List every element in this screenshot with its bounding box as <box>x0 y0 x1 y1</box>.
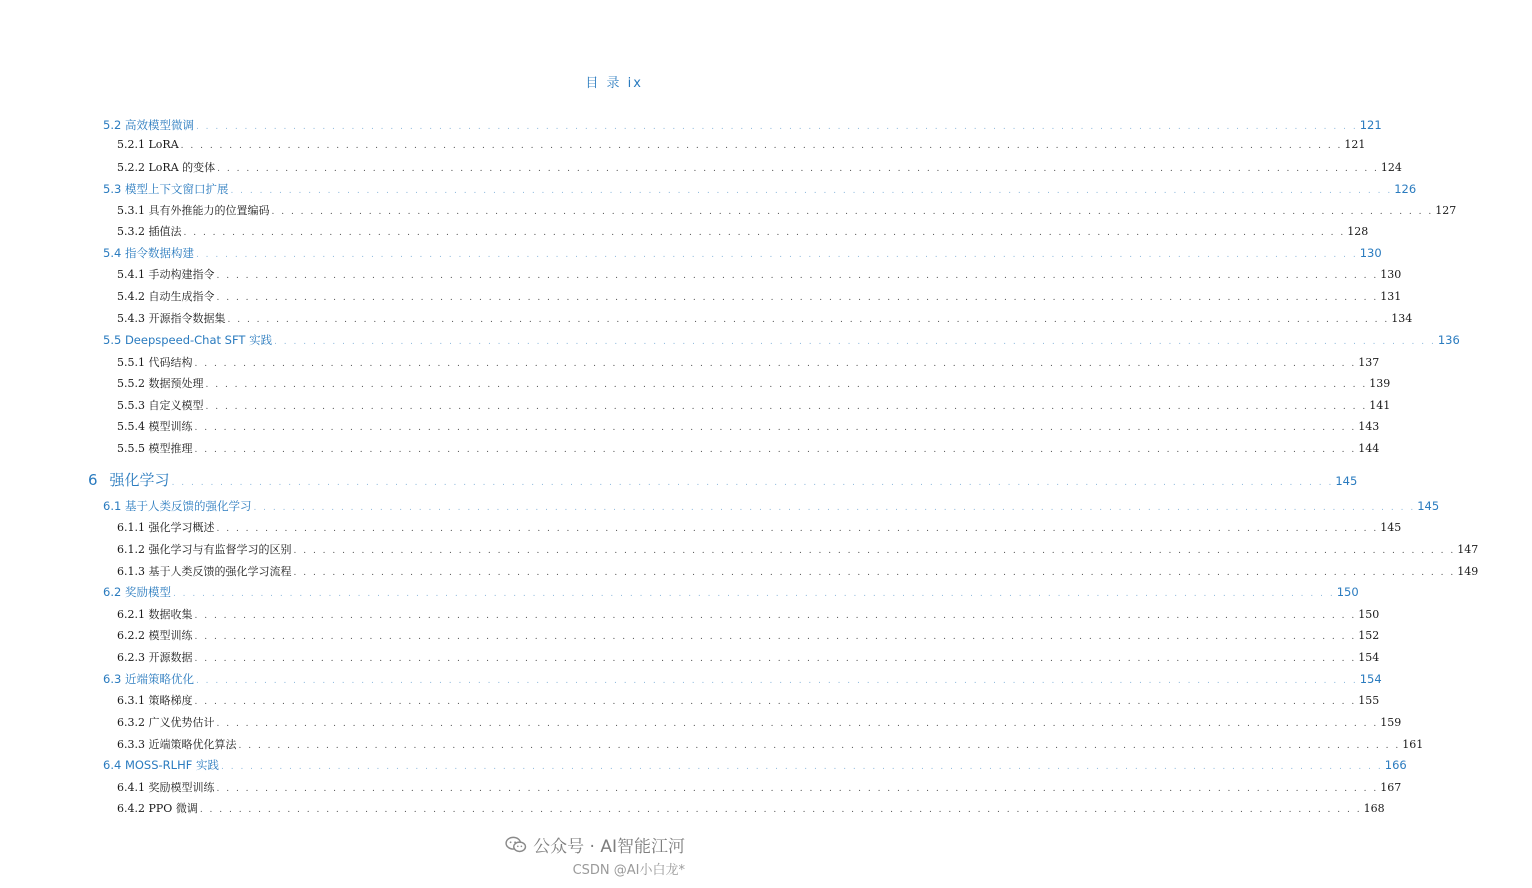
toc-entry-5-3-1[interactable] <box>0 202 1457 222</box>
toc-entry-title <box>0 440 193 456</box>
toc-entry-title <box>0 354 193 370</box>
toc-entry-text: 近端策略优化算法 <box>148 738 237 751</box>
toc-entry-number: 6.1.2 <box>117 543 145 556</box>
toc-entry-6-2-2[interactable] <box>0 627 1380 647</box>
toc-entry-number: 6 <box>88 471 98 489</box>
toc-entry-number: 6.2 <box>103 585 122 599</box>
toc-entry-title <box>0 288 215 304</box>
toc-entry-number: 5.4.3 <box>117 312 145 325</box>
toc-entry-title <box>0 692 193 708</box>
toc-entry-number: 6.3.3 <box>117 738 145 751</box>
toc-entry-6-2-3[interactable] <box>0 649 1380 669</box>
toc-entry-number: 6.2.1 <box>117 608 145 621</box>
toc-entry-number: 6.1 <box>103 499 122 513</box>
toc-entry-text: 模型训练 <box>148 420 193 433</box>
toc-page-number: 139 <box>1369 377 1391 390</box>
toc-entry-text: 高效模型微调 <box>124 118 194 132</box>
toc-leader-dots: . . . . . . . . . . . . . . . . . . . . . . . . . . . . . . . . . . . . . . . . . . . . . . . . . . . . . . . . . . . . . . . . . . . . . . . . . . . . . . . . . . . . . . . . . . . . . . . . . . . . . . . . . . . . . . . . . . . . . . . . <box>194 611 1357 621</box>
toc-page-number: 150 <box>1358 608 1380 621</box>
toc-leader-dots: . . . . . . . . . . . . . . . . . . . . . . . . . . . . . . . . . . . . . . . . . . . . . . . . . . . . . . . . . . . . . . . . . . . . . . . . . . . . . . . . . . . . . . . . . . . . . . . . . . . . . . . . . . . . . . . . . . . . . . . . <box>183 228 1346 238</box>
toc-leader-dots: . . . . . . . . . . . . . . . . . . . . . . . . . . . . . . . . . . . . . . . . . . . . . . . . . . . . . . . . . . . . . . . . . . . . . . . . . . . . . . . . . . . . . . . . . . . . . . . . . . . . . . . . . . . . . . . . . . . . . . . . <box>293 546 1456 556</box>
toc-entry-title <box>0 181 228 197</box>
wechat-icon <box>505 836 527 854</box>
toc-entry-5-5-4[interactable] <box>0 418 1380 438</box>
toc-page-number: 128 <box>1347 225 1369 238</box>
toc-entry-title <box>0 627 193 643</box>
toc-entry-text: 强化学习概述 <box>148 521 215 534</box>
toc-page-number: 137 <box>1358 356 1380 369</box>
toc-entry-number: 6.4 <box>103 758 122 772</box>
toc-entry-text: 自定义模型 <box>148 399 204 412</box>
toc-entry-number: 5.5.4 <box>117 420 145 433</box>
toc-entry-text: LoRA 的变体 <box>148 161 216 174</box>
toc-entry-5-5[interactable] <box>0 332 1460 352</box>
toc-entry-6-2[interactable] <box>0 584 1359 604</box>
toc-page-number: 131 <box>1380 290 1402 303</box>
toc-page-number: 167 <box>1380 781 1402 794</box>
toc-entry-text: 开源指令数据集 <box>148 312 226 325</box>
toc-entry-number: 5.5 <box>103 333 122 347</box>
toc-page-number: 159 <box>1380 716 1402 729</box>
toc-leader-dots: . . . . . . . . . . . . . . . . . . . . . . . . . . . . . . . . . . . . . . . . . . . . . . . . . . . . . . . . . . . . . . . . . . . . . . . . . . . . . . . . . . . . . . . . . . . . . . . . . . . . . . . . . . . . . . . . . . . . . . . . <box>216 784 1379 794</box>
toc-entry-number: 5.4 <box>103 246 122 260</box>
toc-entry-text: 数据收集 <box>148 608 193 621</box>
toc-entry-title <box>0 584 171 600</box>
toc-entry-6-4-1[interactable] <box>0 779 1402 799</box>
toc-entry-text: Deepspeed-Chat SFT 实践 <box>124 333 273 347</box>
toc-entry-number: 5.2.2 <box>117 161 145 174</box>
toc-entry-number: 5.3 <box>103 182 122 196</box>
toc-entry-title <box>0 418 193 434</box>
toc-entry-6-3-2[interactable] <box>0 714 1402 734</box>
toc-page-number: 154 <box>1359 672 1382 686</box>
toc-entry-text: 指令数据构建 <box>124 246 194 260</box>
toc-leader-dots: . . . . . . . . . . . . . . . . . . . . . . . . . . . . . . . . . . . . . . . . . . . . . . . . . . . . . . . . . . . . . . . . . . . . . . . . . . . . . . . . . . . . . . . . . . . . . . . . . . . . . . . . . . . . . . . . . . . . . . . . <box>171 478 1334 488</box>
toc-entry-title <box>0 469 170 490</box>
toc-page-number: 144 <box>1358 442 1380 455</box>
toc-entry-number: 5.3.1 <box>117 204 145 217</box>
toc-leader-dots: . . . . . . . . . . . . . . . . . . . . . . . . . . . . . . . . . . . . . . . . . . . . . . . . . . . . . . . . . . . . . . . . . . . . . . . . . . . . . . . . . . . . . . . . . . . . . . . . . . . . . . . . . . . . . . . . . . . . . . . . <box>180 141 1343 151</box>
toc-entry-number: 5.5.5 <box>117 442 145 455</box>
toc-entry-5-2-1[interactable] <box>0 138 1366 158</box>
toc-leader-dots: . . . . . . . . . . . . . . . . . . . . . . . . . . . . . . . . . . . . . . . . . . . . . . . . . . . . . . . . . . . . . . . . . . . . . . . . . . . . . . . . . . . . . . . . . . . . . . . . . . . . . . . . . . . . . . . . . . . . . . . . <box>205 380 1368 390</box>
toc-entry-text: 模型推理 <box>148 442 193 455</box>
toc-entry-6-3[interactable] <box>0 671 1382 691</box>
toc-entry-number: 5.5.3 <box>117 399 145 412</box>
toc-leader-dots: . . . . . . . . . . . . . . . . . . . . . . . . . . . . . . . . . . . . . . . . . . . . . . . . . . . . . . . . . . . . . . . . . . . . . . . . . . . . . . . . . . . . . . . . . . . . . . . . . . . . . . . . . . . . . . . . . . . . . . . . <box>274 337 1436 347</box>
toc-page-number: 141 <box>1369 399 1391 412</box>
toc-page-number: 168 <box>1363 802 1385 815</box>
toc-page-number: 124 <box>1380 161 1402 174</box>
toc-page-number: 121 <box>1344 138 1366 151</box>
toc-entry-6-4[interactable] <box>0 757 1407 777</box>
toc-entry-title <box>0 800 198 816</box>
toc-entry-number: 5.5.2 <box>117 377 145 390</box>
toc-entry-title <box>0 757 219 773</box>
toc-entry-number: 6.2.3 <box>117 651 145 664</box>
toc-entry-title <box>0 245 194 261</box>
toc-entry-6-3-3[interactable] <box>0 736 1424 756</box>
toc-entry-number: 6.4.1 <box>117 781 145 794</box>
toc-entry-5-4-2[interactable] <box>0 288 1402 308</box>
toc-entry-title <box>0 736 237 752</box>
toc-page-number: 149 <box>1457 565 1479 578</box>
toc-leader-dots: . . . . . . . . . . . . . . . . . . . . . . . . . . . . . . . . . . . . . . . . . . . . . . . . . . . . . . . . . . . . . . . . . . . . . . . . . . . . . . . . . . . . . . . . . . . . . . . . . . . . . . . . . . . . . . . . . . . . . . . . <box>216 719 1379 729</box>
toc-entry-title <box>0 397 204 413</box>
toc-entry-number: 5.4.1 <box>117 268 145 281</box>
toc-entry-number: 5.2 <box>103 118 122 132</box>
toc-entry-title <box>0 332 272 348</box>
toc-leader-dots: . . . . . . . . . . . . . . . . . . . . . . . . . . . . . . . . . . . . . . . . . . . . . . . . . . . . . . . . . . . . . . . . . . . . . . . . . . . . . . . . . . . . . . . . . . . . . . . . . . . . . . . . . . . . . . . . . . . . . . . . <box>194 445 1357 455</box>
toc-leader-dots: . . . . . . . . . . . . . . . . . . . . . . . . . . . . . . . . . . . . . . . . . . . . . . . . . . . . . . . . . . . . . . . . . . . . . . . . . . . . . . . . . . . . . . . . . . . . . . . . . . . . . . . . . . . . . . . . . . . . . . . . <box>194 423 1357 433</box>
toc-entry-6-2-1[interactable] <box>0 606 1380 626</box>
toc-entry-title <box>0 266 215 282</box>
toc-entry-text: 基于人类反馈的强化学习 <box>124 499 252 513</box>
toc-leader-dots: . . . . . . . . . . . . . . . . . . . . . . . . . . . . . . . . . . . . . . . . . . . . . . . . . . . . . . . . . . . . . . . . . . . . . . . . . . . . . . . . . . . . . . . . . . . . . . . . . . . . . . . . . . . . . . . . . . . . . . . . <box>194 697 1357 707</box>
toc-entry-number: 6.3.1 <box>117 694 145 707</box>
toc-leader-dots: . . . . . . . . . . . . . . . . . . . . . . . . . . . . . . . . . . . . . . . . . . . . . . . . . . . . . . . . . . . . . . . . . . . . . . . . . . . . . . . . . . . . . . . . . . . . . . . . . . . . . . . . . . . . . . . . . . . . . . . . <box>195 676 1358 686</box>
toc-leader-dots: . . . . . . . . . . . . . . . . . . . . . . . . . . . . . . . . . . . . . . . . . . . . . . . . . . . . . . . . . . . . . . . . . . . . . . . . . . . . . . . . . . . . . . . . . . . . . . . . . . . . . . . . . . . . . . . . . . . . . . . . <box>216 293 1379 303</box>
toc-leader-dots: . . . . . . . . . . . . . . . . . . . . . . . . . . . . . . . . . . . . . . . . . . . . . . . . . . . . . . . . . . . . . . . . . . . . . . . . . . . . . . . . . . . . . . . . . . . . . . . . . . . . . . . . . . . . . . . . . . . . . . . . <box>221 762 1383 772</box>
toc-page-number: 130 <box>1359 246 1382 260</box>
toc-entry-5-4-1[interactable] <box>0 266 1402 286</box>
toc-entry-text: 奖励模型训练 <box>148 781 215 794</box>
toc-entry-number: 6.2.2 <box>117 629 145 642</box>
toc-entry-5-2[interactable] <box>0 117 1382 137</box>
toc-page-number: 121 <box>1359 118 1382 132</box>
toc-entry-6-1-3[interactable] <box>0 563 1479 583</box>
toc-entry-5-3-2[interactable] <box>0 223 1369 243</box>
toc-page-number: 145 <box>1335 474 1358 488</box>
toc-entry-text: 手动构建指令 <box>148 268 215 281</box>
toc-leader-dots: . . . . . . . . . . . . . . . . . . . . . . . . . . . . . . . . . . . . . . . . . . . . . . . . . . . . . . . . . . . . . . . . . . . . . . . . . . . . . . . . . . . . . . . . . . . . . . . . . . . . . . . . . . . . . . . . . . . . . . . . <box>199 805 1362 815</box>
toc-entry-text: 模型训练 <box>148 629 193 642</box>
toc-page-number: 130 <box>1380 268 1402 281</box>
watermark-line1: 公众号 · AI智能江河 <box>533 837 685 857</box>
toc-entry-text: 开源数据 <box>148 651 193 664</box>
toc-entry-6-4-2[interactable] <box>0 800 1385 820</box>
toc-leader-dots: . . . . . . . . . . . . . . . . . . . . . . . . . . . . . . . . . . . . . . . . . . . . . . . . . . . . . . . . . . . . . . . . . . . . . . . . . . . . . . . . . . . . . . . . . . . . . . . . . . . . . . . . . . . . . . . . . . . . . . . . <box>227 315 1390 325</box>
toc-leader-dots: . . . . . . . . . . . . . . . . . . . . . . . . . . . . . . . . . . . . . . . . . . . . . . . . . . . . . . . . . . . . . . . . . . . . . . . . . . . . . . . . . . . . . . . . . . . . . . . . . . . . . . . . . . . . . . . . . . . . . . . . <box>194 359 1357 369</box>
toc-leader-dots: . . . . . . . . . . . . . . . . . . . . . . . . . . . . . . . . . . . . . . . . . . . . . . . . . . . . . . . . . . . . . . . . . . . . . . . . . . . . . . . . . . . . . . . . . . . . . . . . . . . . . . . . . . . . . . . . . . . . . . . . <box>238 741 1401 751</box>
toc-entry-title <box>0 779 215 795</box>
toc-entry-5-2-2[interactable] <box>0 159 1402 179</box>
toc-entry-number: 5.2.1 <box>117 138 145 151</box>
toc-page-number: 147 <box>1457 543 1479 556</box>
toc-leader-dots: . . . . . . . . . . . . . . . . . . . . . . . . . . . . . . . . . . . . . . . . . . . . . . . . . . . . . . . . . . . . . . . . . . . . . . . . . . . . . . . . . . . . . . . . . . . . . . . . . . . . . . . . . . . . . . . . . . . . . . . . <box>253 503 1416 513</box>
toc-entry-number: 5.3.2 <box>117 225 145 238</box>
toc-entry-6-1-2[interactable] <box>0 541 1479 561</box>
toc-entry-title <box>0 202 270 218</box>
toc-entry-title <box>0 519 215 535</box>
toc-entry-number: 6.1.1 <box>117 521 145 534</box>
toc-entry-6-1-1[interactable] <box>0 519 1402 539</box>
toc-entry-text: 强化学习 <box>109 471 170 489</box>
watermark <box>505 832 685 878</box>
toc-entry-text: 自动生成指令 <box>148 290 215 303</box>
toc-leader-dots: . . . . . . . . . . . . . . . . . . . . . . . . . . . . . . . . . . . . . . . . . . . . . . . . . . . . . . . . . . . . . . . . . . . . . . . . . . . . . . . . . . . . . . . . . . . . . . . . . . . . . . . . . . . . . . . . . . . . . . . . <box>217 164 1379 174</box>
toc-leader-dots: . . . . . . . . . . . . . . . . . . . . . . . . . . . . . . . . . . . . . . . . . . . . . . . . . . . . . . . . . . . . . . . . . . . . . . . . . . . . . . . . . . . . . . . . . . . . . . . . . . . . . . . . . . . . . . . . . . . . . . . . <box>230 186 1393 196</box>
toc-entry-title <box>0 310 226 326</box>
toc-entry-6-3-1[interactable] <box>0 692 1380 712</box>
toc-entry-5-4-3[interactable] <box>0 310 1413 330</box>
toc-page-number: 127 <box>1435 204 1457 217</box>
toc-leader-dots: . . . . . . . . . . . . . . . . . . . . . . . . . . . . . . . . . . . . . . . . . . . . . . . . . . . . . . . . . . . . . . . . . . . . . . . . . . . . . . . . . . . . . . . . . . . . . . . . . . . . . . . . . . . . . . . . . . . . . . . . <box>205 402 1368 412</box>
toc-page-number: 161 <box>1402 738 1424 751</box>
toc-entry-title <box>0 117 194 133</box>
toc-entry-6[interactable] <box>0 469 1358 495</box>
toc-entry-text: 数据预处理 <box>148 377 204 390</box>
toc-entry-text: 广义优势估计 <box>148 716 215 729</box>
toc-entry-title <box>0 498 251 514</box>
toc-entry-title <box>0 138 179 151</box>
toc-entry-5-3[interactable] <box>0 181 1417 201</box>
toc-page-number: 134 <box>1391 312 1413 325</box>
toc-page-number: 150 <box>1336 585 1359 599</box>
toc-entry-title <box>0 223 182 239</box>
toc-page-number: 154 <box>1358 651 1380 664</box>
toc-entry-title <box>0 541 292 557</box>
toc-entry-number: 6.3 <box>103 672 122 686</box>
toc-entry-number: 6.3.2 <box>117 716 145 729</box>
toc-leader-dots: . . . . . . . . . . . . . . . . . . . . . . . . . . . . . . . . . . . . . . . . . . . . . . . . . . . . . . . . . . . . . . . . . . . . . . . . . . . . . . . . . . . . . . . . . . . . . . . . . . . . . . . . . . . . . . . . . . . . . . . . <box>195 122 1358 132</box>
toc-leader-dots: . . . . . . . . . . . . . . . . . . . . . . . . . . . . . . . . . . . . . . . . . . . . . . . . . . . . . . . . . . . . . . . . . . . . . . . . . . . . . . . . . . . . . . . . . . . . . . . . . . . . . . . . . . . . . . . . . . . . . . . . <box>293 568 1456 578</box>
toc-entry-5-4[interactable] <box>0 245 1382 265</box>
toc-page-number: 126 <box>1394 182 1417 196</box>
toc-entry-text: MOSS-RLHF 实践 <box>124 758 219 772</box>
toc-leader-dots: . . . . . . . . . . . . . . . . . . . . . . . . . . . . . . . . . . . . . . . . . . . . . . . . . . . . . . . . . . . . . . . . . . . . . . . . . . . . . . . . . . . . . . . . . . . . . . . . . . . . . . . . . . . . . . . . . . . . . . . . <box>194 654 1357 664</box>
toc-entry-text: LoRA <box>148 138 179 151</box>
toc-leader-dots: . . . . . . . . . . . . . . . . . . . . . . . . . . . . . . . . . . . . . . . . . . . . . . . . . . . . . . . . . . . . . . . . . . . . . . . . . . . . . . . . . . . . . . . . . . . . . . . . . . . . . . . . . . . . . . . . . . . . . . . . <box>195 250 1358 260</box>
toc-leader-dots: . . . . . . . . . . . . . . . . . . . . . . . . . . . . . . . . . . . . . . . . . . . . . . . . . . . . . . . . . . . . . . . . . . . . . . . . . . . . . . . . . . . . . . . . . . . . . . . . . . . . . . . . . . . . . . . . . . . . . . . . <box>216 271 1379 281</box>
toc-entry-title <box>0 714 215 730</box>
toc-entry-title <box>0 159 215 175</box>
toc-entry-title <box>0 606 193 622</box>
toc-entry-title <box>0 375 204 391</box>
toc-entry-title <box>0 649 193 665</box>
toc-leader-dots: . . . . . . . . . . . . . . . . . . . . . . . . . . . . . . . . . . . . . . . . . . . . . . . . . . . . . . . . . . . . . . . . . . . . . . . . . . . . . . . . . . . . . . . . . . . . . . . . . . . . . . . . . . . . . . . . . . . . . . . . <box>271 207 1434 217</box>
toc-page-number: 152 <box>1358 629 1380 642</box>
toc-entry-text: 插值法 <box>148 225 182 238</box>
toc-entry-text: PPO 微调 <box>148 802 198 815</box>
toc-entry-text: 奖励模型 <box>124 585 171 599</box>
toc-entry-number: 6.4.2 <box>117 802 145 815</box>
toc-entry-text: 强化学习与有监督学习的区别 <box>148 543 292 556</box>
toc-entry-number: 5.5.1 <box>117 356 145 369</box>
toc-entry-text: 基于人类反馈的强化学习流程 <box>148 565 292 578</box>
toc-leader-dots: . . . . . . . . . . . . . . . . . . . . . . . . . . . . . . . . . . . . . . . . . . . . . . . . . . . . . . . . . . . . . . . . . . . . . . . . . . . . . . . . . . . . . . . . . . . . . . . . . . . . . . . . . . . . . . . . . . . . . . . . <box>216 524 1379 534</box>
toc-entry-number: 6.1.3 <box>117 565 145 578</box>
toc-entry-text: 模型上下文窗口扩展 <box>124 182 229 196</box>
toc-entry-text: 策略梯度 <box>148 694 193 707</box>
toc-entry-5-5-3[interactable] <box>0 397 1391 417</box>
toc-page-number: 166 <box>1384 758 1407 772</box>
toc-leader-dots: . . . . . . . . . . . . . . . . . . . . . . . . . . . . . . . . . . . . . . . . . . . . . . . . . . . . . . . . . . . . . . . . . . . . . . . . . . . . . . . . . . . . . . . . . . . . . . . . . . . . . . . . . . . . . . . . . . . . . . . . <box>194 632 1357 642</box>
toc-page-number: 145 <box>1417 499 1440 513</box>
toc-page-number: 143 <box>1358 420 1380 433</box>
page-header: 目 录 ix <box>585 76 643 91</box>
toc-entry-number: 5.4.2 <box>117 290 145 303</box>
toc-entry-5-5-2[interactable] <box>0 375 1391 395</box>
toc-entry-5-5-5[interactable] <box>0 440 1380 460</box>
toc-leader-dots: . . . . . . . . . . . . . . . . . . . . . . . . . . . . . . . . . . . . . . . . . . . . . . . . . . . . . . . . . . . . . . . . . . . . . . . . . . . . . . . . . . . . . . . . . . . . . . . . . . . . . . . . . . . . . . . . . . . . . . . . <box>172 589 1335 599</box>
toc-page-number: 155 <box>1358 694 1380 707</box>
toc-entry-text: 近端策略优化 <box>124 672 194 686</box>
toc-entry-title <box>0 671 194 687</box>
toc-entry-text: 具有外推能力的位置编码 <box>148 204 270 217</box>
toc-entry-title <box>0 563 292 579</box>
toc-page-number: 136 <box>1437 333 1460 347</box>
watermark-line2: CSDN @AI小白龙* <box>572 863 685 878</box>
toc-entry-text: 代码结构 <box>148 356 193 369</box>
toc-entry-6-1[interactable] <box>0 498 1440 518</box>
toc-entry-5-5-1[interactable] <box>0 354 1380 374</box>
toc-page-number: 145 <box>1380 521 1402 534</box>
